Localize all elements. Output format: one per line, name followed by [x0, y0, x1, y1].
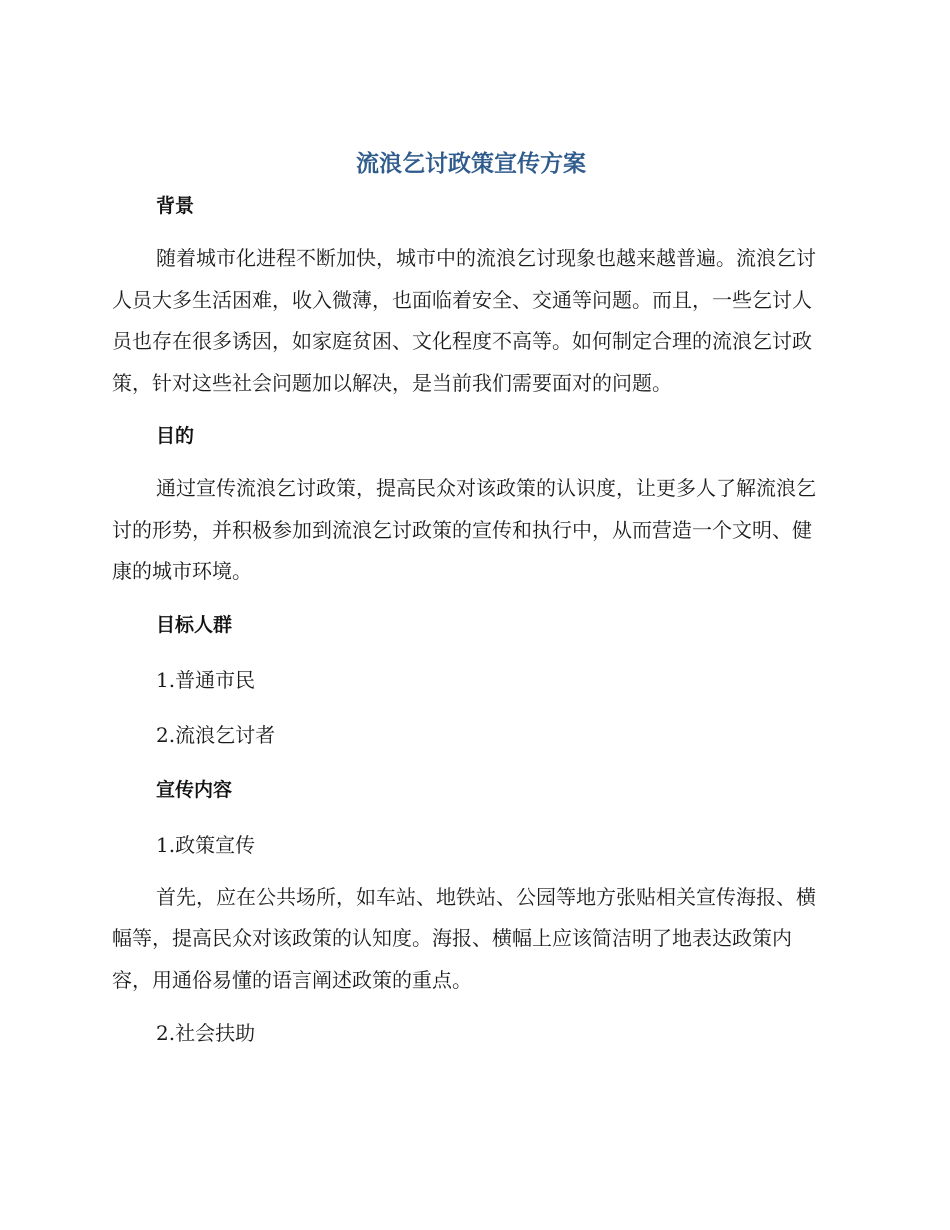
section-heading-purpose: 目的 [156, 425, 195, 447]
document-title: 流浪乞讨政策宣传方案 [356, 151, 586, 177]
target-group-item-1: 1.普通市民 [156, 667, 256, 692]
content-policy-paragraph: 首先，应在公共场所，如车站、地铁站、公园等地方张贴相关宣传海报、横幅等，提高民众对该政策的认知度。海报、横幅上应该简洁明了地表达政策内容，用通俗易懂的语言阐述政策的重点。 [112, 884, 816, 992]
document-body [112, 140, 830, 1051]
section-heading-target-group: 目标人群 [156, 613, 233, 636]
background-paragraph: 随着城市化进程不断加快，城市中的流浪乞讨现象也越来越普遍。流浪乞讨人员大多生活困难，收入微薄，也面临着安全、交通等问题。而且，一些乞讨人员也存在很多诱因，如家庭贫困、文化程度不高等。如何制定合理的流浪乞讨政策，针对这些社会问题加以解决，是当前我们需要面对的问题。 [112, 246, 816, 395]
section-heading-content: 宣传内容 [156, 778, 233, 801]
target-group-item-2: 2.流浪乞讨者 [156, 722, 276, 747]
content-item-policy: 1.政策宣传 [156, 832, 256, 857]
section-heading-background: 背景 [156, 195, 195, 217]
purpose-paragraph: 通过宣传流浪乞讨政策，提高民众对该政策的认识度，让更多人了解流浪乞讨的形势，并积极参加到流浪乞讨政策的宣传和执行中，从而营造一个文明、健康的城市环境。 [112, 476, 816, 583]
content-item-social-aid: 2.社会扶助 [156, 1021, 256, 1045]
